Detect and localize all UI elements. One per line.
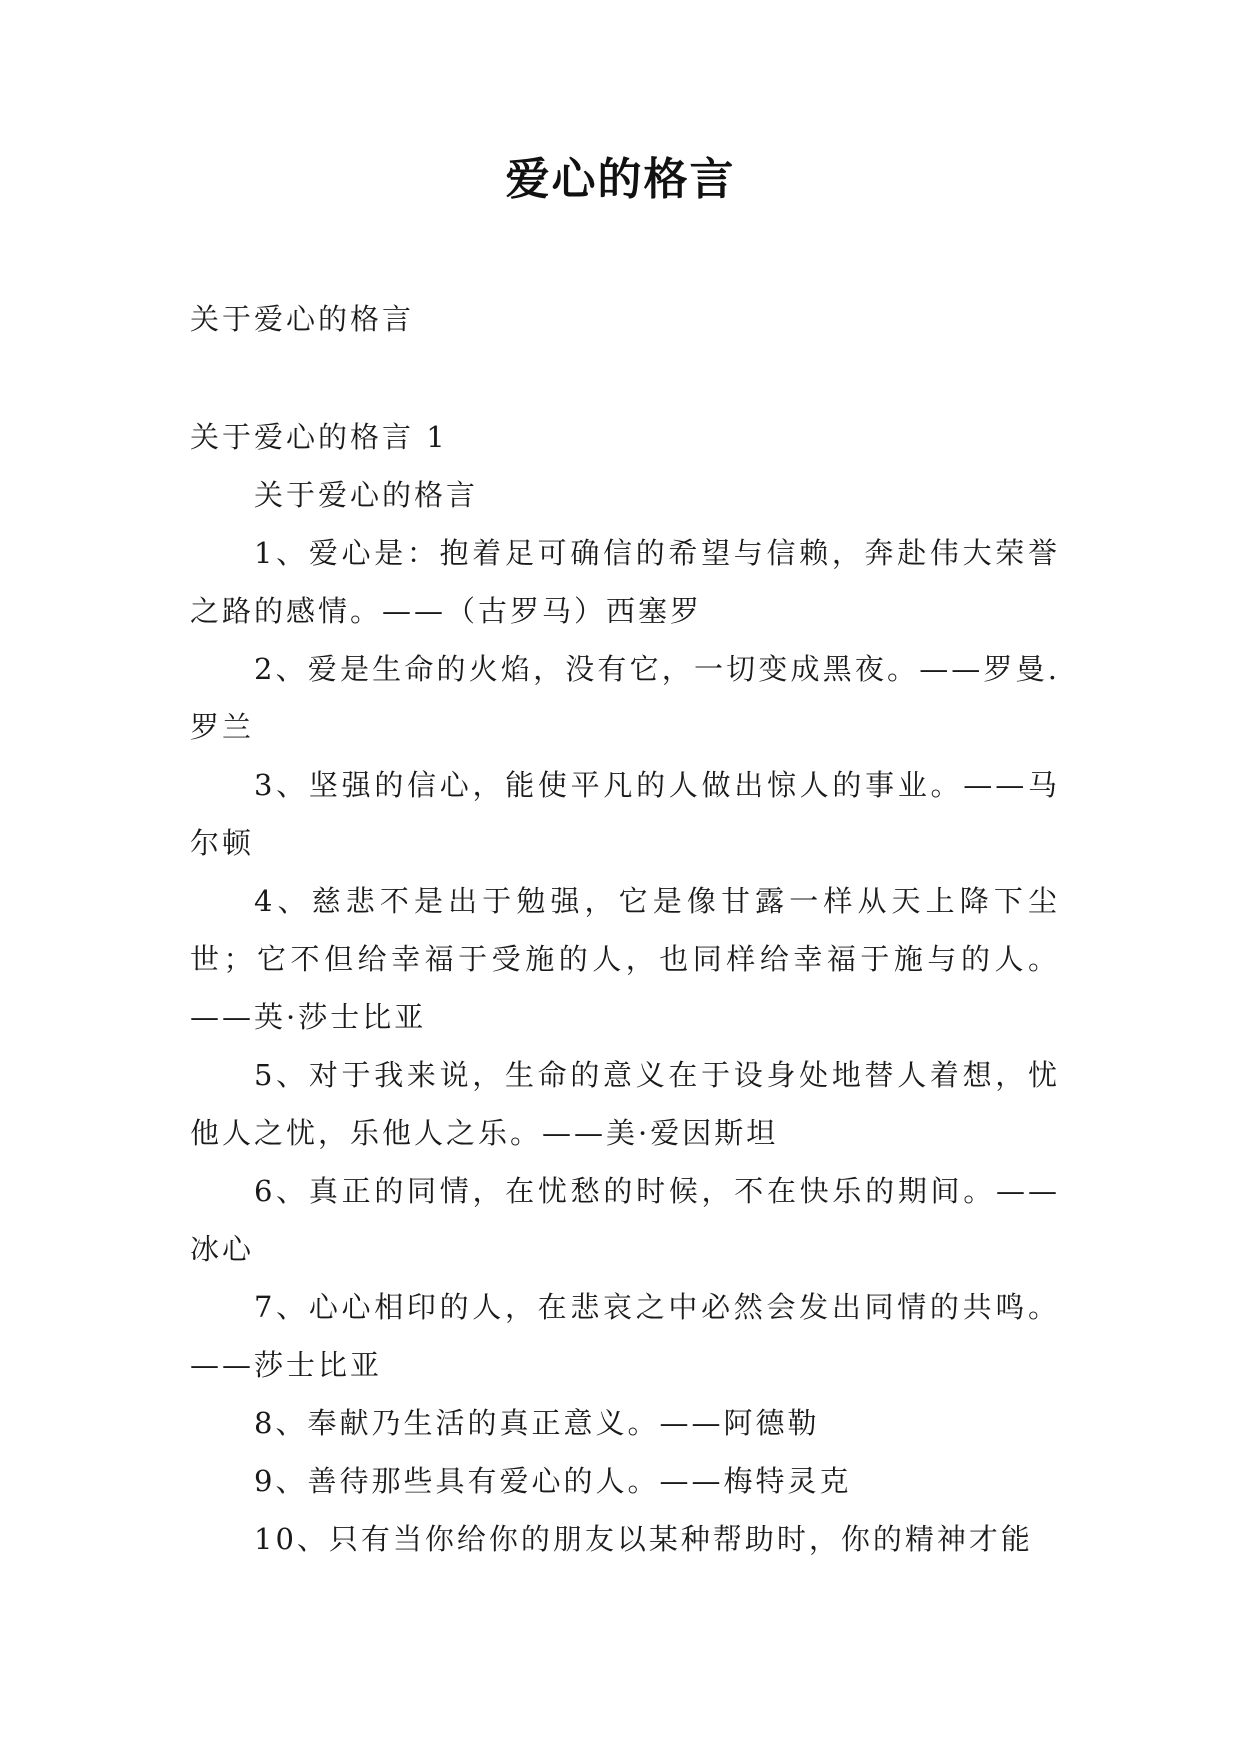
section-heading: 关于爱心的格言 1 [190,420,448,454]
quote-item-3: 3、坚强的信心，能使平凡的人做出惊人的事业。——马尔顿 [190,768,1060,860]
document-body [190,290,1060,1568]
document-title: 爱心的格言 [505,154,736,205]
paragraph-intro: 关于爱心的格言 [254,478,479,512]
quote-item-8: 8、奉献乃生活的真正意义。——阿德勒 [254,1406,820,1440]
quote-item-9: 9、善待那些具有爱心的人。——梅特灵克 [254,1464,852,1498]
quote-item-7: 7、心心相印的人，在悲哀之中必然会发出同情的共鸣。——莎士比亚 [190,1290,1060,1382]
quote-item-6: 6、真正的同情，在忧愁的时候，不在快乐的期间。——冰心 [190,1174,1060,1266]
quote-item-2: 2、爱是生命的火焰，没有它，一切变成黑夜。——罗曼.罗兰 [190,652,1060,744]
document-subtitle: 关于爱心的格言 [190,302,415,336]
quote-item-1: 1、爱心是：抱着足可确信的希望与信赖，奔赴伟大荣誉之路的感情。——（古罗马）西塞罗 [190,536,1060,628]
quote-item-4: 4、慈悲不是出于勉强，它是像甘露一样从天上降下尘世；它不但给幸福于受施的人，也同样给幸福于施与的人。——英·莎士比亚 [190,884,1060,1034]
quote-item-10: 10、只有当你给你的朋友以某种帮助时，你的精神才能 [254,1522,1033,1556]
quote-item-5: 5、对于我来说，生命的意义在于设身处地替人着想，忧他人之忧，乐他人之乐。——美·爱因斯坦 [190,1058,1060,1150]
